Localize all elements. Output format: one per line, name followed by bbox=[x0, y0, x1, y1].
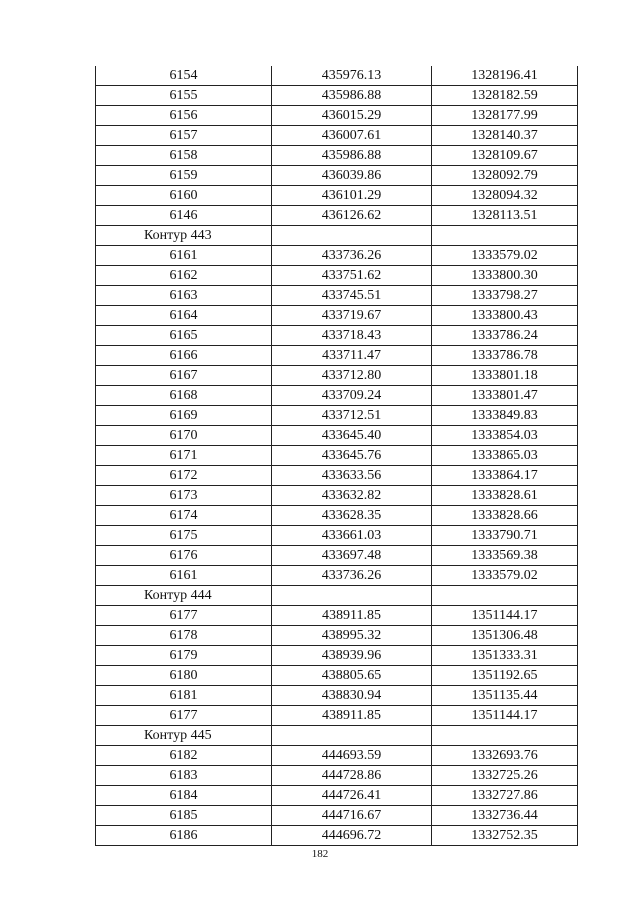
table-row bbox=[96, 366, 578, 386]
empty-cell bbox=[272, 726, 432, 746]
contour-label: Контур 443 bbox=[96, 226, 272, 246]
x-coordinate-cell: 433645.76 bbox=[272, 446, 432, 466]
table-row bbox=[96, 86, 578, 106]
x-coordinate-cell: 436126.62 bbox=[272, 206, 432, 226]
y-coordinate-cell: 1333786.78 bbox=[432, 346, 578, 366]
point-id-cell: 6186 bbox=[96, 826, 272, 846]
x-coordinate-cell: 435986.88 bbox=[272, 86, 432, 106]
x-coordinate-cell: 444696.72 bbox=[272, 826, 432, 846]
y-coordinate-cell: 1332752.35 bbox=[432, 826, 578, 846]
table-row bbox=[96, 546, 578, 566]
y-coordinate-cell: 1333849.83 bbox=[432, 406, 578, 426]
table-row bbox=[96, 566, 578, 586]
empty-cell bbox=[432, 586, 578, 606]
x-coordinate-cell: 433751.62 bbox=[272, 266, 432, 286]
y-coordinate-cell: 1333801.18 bbox=[432, 366, 578, 386]
table-row bbox=[96, 446, 578, 466]
point-id-cell: 6163 bbox=[96, 286, 272, 306]
point-id-cell: 6164 bbox=[96, 306, 272, 326]
table-row bbox=[96, 246, 578, 266]
point-id-cell: 6156 bbox=[96, 106, 272, 126]
table-row bbox=[96, 126, 578, 146]
point-id-cell: 6179 bbox=[96, 646, 272, 666]
y-coordinate-cell: 1333828.61 bbox=[432, 486, 578, 506]
table-row bbox=[96, 146, 578, 166]
empty-cell bbox=[432, 726, 578, 746]
table-row bbox=[96, 326, 578, 346]
table-row bbox=[96, 786, 578, 806]
empty-cell bbox=[432, 226, 578, 246]
y-coordinate-cell: 1328182.59 bbox=[432, 86, 578, 106]
x-coordinate-cell: 444716.67 bbox=[272, 806, 432, 826]
point-id-cell: 6169 bbox=[96, 406, 272, 426]
x-coordinate-cell: 436039.86 bbox=[272, 166, 432, 186]
page-number: 182 bbox=[311, 848, 329, 860]
table-row bbox=[96, 286, 578, 306]
y-coordinate-cell: 1351306.48 bbox=[432, 626, 578, 646]
point-id-cell: 6167 bbox=[96, 366, 272, 386]
x-coordinate-cell: 433628.35 bbox=[272, 506, 432, 526]
x-coordinate-cell: 433736.26 bbox=[272, 566, 432, 586]
x-coordinate-cell: 435986.88 bbox=[272, 146, 432, 166]
x-coordinate-cell: 444693.59 bbox=[272, 746, 432, 766]
y-coordinate-cell: 1333865.03 bbox=[432, 446, 578, 466]
table-row bbox=[96, 686, 578, 706]
x-coordinate-cell: 438939.96 bbox=[272, 646, 432, 666]
y-coordinate-cell: 1328177.99 bbox=[432, 106, 578, 126]
table-row bbox=[96, 806, 578, 826]
y-coordinate-cell: 1332736.44 bbox=[432, 806, 578, 826]
point-id-cell: 6170 bbox=[96, 426, 272, 446]
y-coordinate-cell: 1333864.17 bbox=[432, 466, 578, 486]
table-row bbox=[96, 706, 578, 726]
point-id-cell: 6177 bbox=[96, 706, 272, 726]
x-coordinate-cell: 438911.85 bbox=[272, 606, 432, 626]
y-coordinate-cell: 1328094.32 bbox=[432, 186, 578, 206]
y-coordinate-cell: 1333790.71 bbox=[432, 526, 578, 546]
table-row bbox=[96, 606, 578, 626]
coordinates-table-body bbox=[96, 66, 578, 846]
point-id-cell: 6154 bbox=[96, 66, 272, 86]
x-coordinate-cell: 433712.51 bbox=[272, 406, 432, 426]
table-row bbox=[96, 66, 578, 86]
x-coordinate-cell: 433711.47 bbox=[272, 346, 432, 366]
x-coordinate-cell: 433709.24 bbox=[272, 386, 432, 406]
point-id-cell: 6168 bbox=[96, 386, 272, 406]
x-coordinate-cell: 433712.80 bbox=[272, 366, 432, 386]
point-id-cell: 6161 bbox=[96, 246, 272, 266]
table-row bbox=[96, 746, 578, 766]
x-coordinate-cell: 438830.94 bbox=[272, 686, 432, 706]
point-id-cell: 6166 bbox=[96, 346, 272, 366]
table-row bbox=[96, 266, 578, 286]
x-coordinate-cell: 436007.61 bbox=[272, 126, 432, 146]
x-coordinate-cell: 433645.40 bbox=[272, 426, 432, 446]
y-coordinate-cell: 1351144.17 bbox=[432, 606, 578, 626]
point-id-cell: 6183 bbox=[96, 766, 272, 786]
x-coordinate-cell: 433661.03 bbox=[272, 526, 432, 546]
x-coordinate-cell: 433736.26 bbox=[272, 246, 432, 266]
point-id-cell: 6176 bbox=[96, 546, 272, 566]
y-coordinate-cell: 1333800.30 bbox=[432, 266, 578, 286]
table-row bbox=[96, 426, 578, 446]
point-id-cell: 6157 bbox=[96, 126, 272, 146]
x-coordinate-cell: 438911.85 bbox=[272, 706, 432, 726]
y-coordinate-cell: 1328109.67 bbox=[432, 146, 578, 166]
table-row bbox=[96, 106, 578, 126]
x-coordinate-cell: 438995.32 bbox=[272, 626, 432, 646]
x-coordinate-cell: 433718.43 bbox=[272, 326, 432, 346]
y-coordinate-cell: 1333579.02 bbox=[432, 566, 578, 586]
table-row bbox=[96, 186, 578, 206]
x-coordinate-cell: 444728.86 bbox=[272, 766, 432, 786]
empty-cell bbox=[272, 586, 432, 606]
x-coordinate-cell: 444726.41 bbox=[272, 786, 432, 806]
x-coordinate-cell: 438805.65 bbox=[272, 666, 432, 686]
empty-cell bbox=[272, 226, 432, 246]
y-coordinate-cell: 1333854.03 bbox=[432, 426, 578, 446]
point-id-cell: 6181 bbox=[96, 686, 272, 706]
x-coordinate-cell: 433719.67 bbox=[272, 306, 432, 326]
table-row bbox=[96, 166, 578, 186]
table-row bbox=[96, 626, 578, 646]
point-id-cell: 6175 bbox=[96, 526, 272, 546]
point-id-cell: 6158 bbox=[96, 146, 272, 166]
point-id-cell: 6172 bbox=[96, 466, 272, 486]
y-coordinate-cell: 1333786.24 bbox=[432, 326, 578, 346]
point-id-cell: 6146 bbox=[96, 206, 272, 226]
table-row bbox=[96, 526, 578, 546]
table-row bbox=[96, 826, 578, 846]
table-row bbox=[96, 466, 578, 486]
y-coordinate-cell: 1351144.17 bbox=[432, 706, 578, 726]
table-row bbox=[96, 506, 578, 526]
table-row bbox=[96, 386, 578, 406]
point-id-cell: 6180 bbox=[96, 666, 272, 686]
contour-label: Контур 444 bbox=[96, 586, 272, 606]
point-id-cell: 6184 bbox=[96, 786, 272, 806]
point-id-cell: 6155 bbox=[96, 86, 272, 106]
x-coordinate-cell: 436101.29 bbox=[272, 186, 432, 206]
point-id-cell: 6159 bbox=[96, 166, 272, 186]
y-coordinate-cell: 1351135.44 bbox=[432, 686, 578, 706]
y-coordinate-cell: 1332725.26 bbox=[432, 766, 578, 786]
contour-header-row bbox=[96, 226, 578, 246]
y-coordinate-cell: 1333801.47 bbox=[432, 386, 578, 406]
y-coordinate-cell: 1332727.86 bbox=[432, 786, 578, 806]
table-row bbox=[96, 306, 578, 326]
y-coordinate-cell: 1333569.38 bbox=[432, 546, 578, 566]
point-id-cell: 6178 bbox=[96, 626, 272, 646]
x-coordinate-cell: 433697.48 bbox=[272, 546, 432, 566]
table-row bbox=[96, 766, 578, 786]
y-coordinate-cell: 1351333.31 bbox=[432, 646, 578, 666]
point-id-cell: 6182 bbox=[96, 746, 272, 766]
coordinates-table bbox=[95, 66, 578, 846]
y-coordinate-cell: 1351192.65 bbox=[432, 666, 578, 686]
table-row bbox=[96, 346, 578, 366]
x-coordinate-cell: 436015.29 bbox=[272, 106, 432, 126]
point-id-cell: 6177 bbox=[96, 606, 272, 626]
y-coordinate-cell: 1328092.79 bbox=[432, 166, 578, 186]
table-row bbox=[96, 206, 578, 226]
point-id-cell: 6174 bbox=[96, 506, 272, 526]
x-coordinate-cell: 433745.51 bbox=[272, 286, 432, 306]
x-coordinate-cell: 433633.56 bbox=[272, 466, 432, 486]
contour-header-row bbox=[96, 726, 578, 746]
contour-label: Контур 445 bbox=[96, 726, 272, 746]
table-row bbox=[96, 486, 578, 506]
y-coordinate-cell: 1328140.37 bbox=[432, 126, 578, 146]
point-id-cell: 6185 bbox=[96, 806, 272, 826]
point-id-cell: 6162 bbox=[96, 266, 272, 286]
y-coordinate-cell: 1333798.27 bbox=[432, 286, 578, 306]
y-coordinate-cell: 1332693.76 bbox=[432, 746, 578, 766]
x-coordinate-cell: 433632.82 bbox=[272, 486, 432, 506]
table-row bbox=[96, 646, 578, 666]
point-id-cell: 6173 bbox=[96, 486, 272, 506]
point-id-cell: 6161 bbox=[96, 566, 272, 586]
table-row bbox=[96, 666, 578, 686]
y-coordinate-cell: 1328196.41 bbox=[432, 66, 578, 86]
y-coordinate-cell: 1333579.02 bbox=[432, 246, 578, 266]
point-id-cell: 6160 bbox=[96, 186, 272, 206]
y-coordinate-cell: 1333828.66 bbox=[432, 506, 578, 526]
point-id-cell: 6165 bbox=[96, 326, 272, 346]
y-coordinate-cell: 1333800.43 bbox=[432, 306, 578, 326]
x-coordinate-cell: 435976.13 bbox=[272, 66, 432, 86]
table-row bbox=[96, 406, 578, 426]
contour-header-row bbox=[96, 586, 578, 606]
point-id-cell: 6171 bbox=[96, 446, 272, 466]
y-coordinate-cell: 1328113.51 bbox=[432, 206, 578, 226]
